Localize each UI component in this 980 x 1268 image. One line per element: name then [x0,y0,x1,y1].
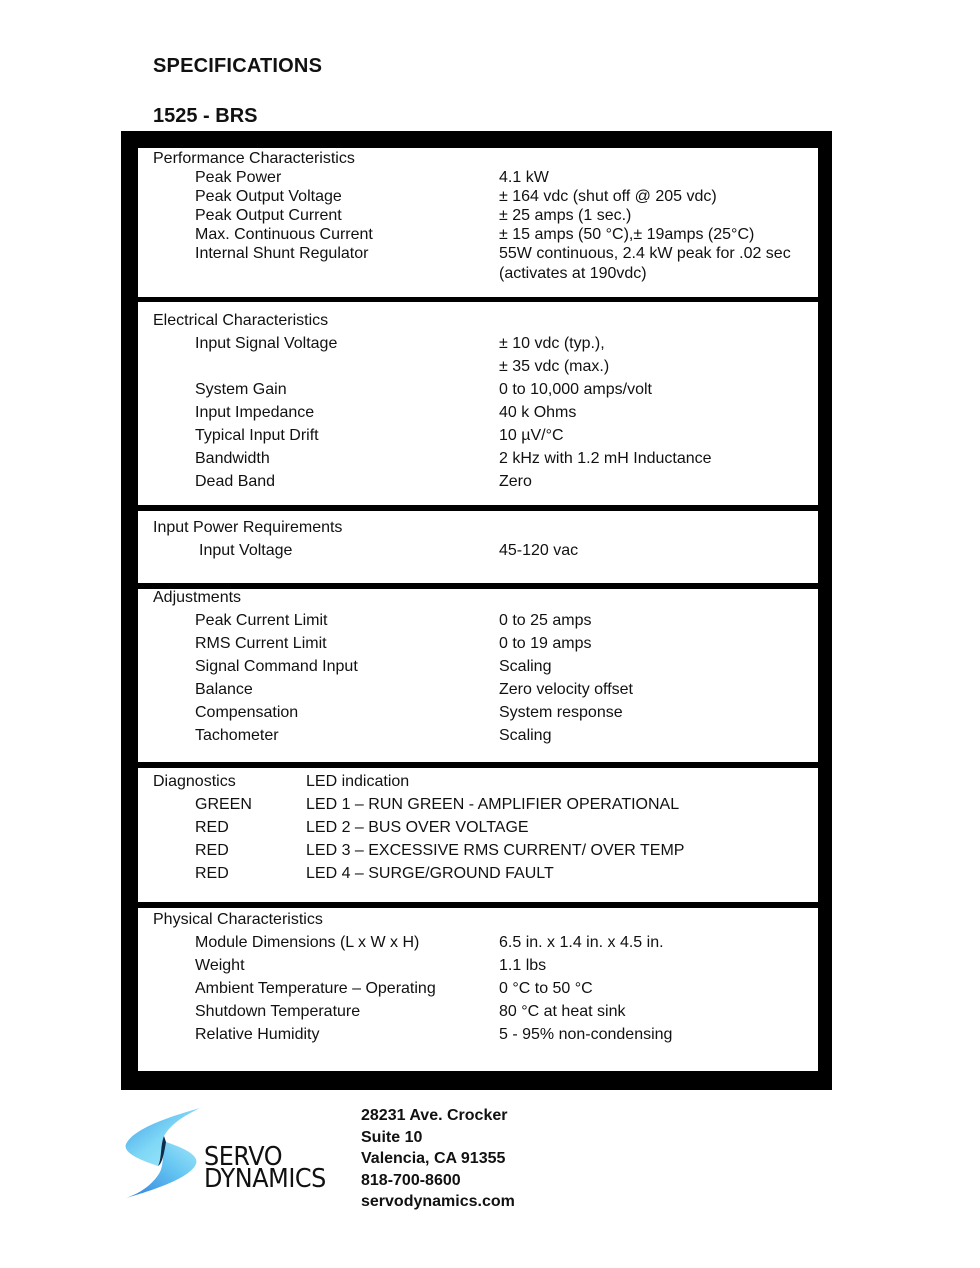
model-title: 1525 - BRS [153,105,258,127]
section-title: Physical Characteristics [153,911,323,928]
spec-value: 1.1 lbs [499,957,547,974]
led-color: RED [195,819,229,836]
spec-table-frame [121,131,832,1090]
led-description: LED 1 – RUN GREEN - AMPLIFIER OPERATIONAL [306,796,680,813]
spec-value: 2 kHz with 1.2 mH Inductance [499,450,712,467]
spec-label: Compensation [195,704,299,721]
section-input-power [138,511,818,583]
spec-value: ± 15 amps (50 °C),± 19amps (25°C) [499,226,755,243]
spec-value: 0 to 19 amps [499,635,592,652]
spec-value: Zero velocity offset [499,681,633,698]
spec-value: 45-120 vac [499,542,579,559]
logo-text-line2: DYNAMICS [204,1164,326,1194]
spec-label: Ambient Temperature – Operating [195,980,436,997]
company-address [361,1105,515,1213]
led-description: LED 4 – SURGE/GROUND FAULT [306,865,554,882]
section-title: Input Power Requirements [153,519,343,536]
led-description: LED 2 – BUS OVER VOLTAGE [306,819,529,836]
spec-value: 4.1 kW [499,169,549,186]
spec-value: 0 to 25 amps [499,612,592,629]
address-suite: Suite 10 [361,1128,423,1146]
servo-dynamics-logo [124,1106,334,1200]
spec-label: Bandwidth [195,450,270,467]
spec-label: Typical Input Drift [195,427,319,444]
section-title: Adjustments [153,589,242,606]
section-title: Electrical Characteristics [153,312,329,329]
logo-text-line1: SERVO [204,1142,283,1172]
spec-value: System response [499,704,623,721]
address-phone: 818-700-8600 [361,1171,461,1189]
spec-value-continuation: (activates at 190vdc) [499,265,647,282]
spec-label: System Gain [195,381,287,398]
spec-value: Zero [499,473,532,490]
section-diagnostics [138,768,818,902]
spec-value: 0 to 10,000 amps/volt [499,381,652,398]
address-street: 28231 Ave. Crocker [361,1107,508,1124]
spec-value: 80 °C at heat sink [499,1003,626,1020]
spec-label: Input Voltage [199,542,293,559]
spec-label: Module Dimensions (L x W x H) [195,934,420,951]
footer [0,1100,980,1220]
spec-label: Input Signal Voltage [195,335,338,352]
spec-value: ± 35 vdc (max.) [499,358,610,375]
spec-value: Scaling [499,727,552,744]
section-adjustments [138,589,818,762]
spec-label: RMS Current Limit [195,635,327,652]
spec-label: Peak Output Voltage [195,188,342,205]
spec-value: Scaling [499,658,552,675]
spec-label: Input Impedance [195,404,315,421]
section-title: Diagnostics [153,773,236,790]
spec-value: 55W continuous, 2.4 kW peak for .02 sec [499,245,791,262]
section-title: Performance Characteristics [153,150,355,167]
spec-value: 5 - 95% non-condensing [499,1026,673,1043]
spec-label: Peak Current Limit [195,612,328,629]
spec-label: Signal Command Input [195,658,358,675]
spec-label: Dead Band [195,473,276,490]
spec-value: ± 10 vdc (typ.), [499,335,605,352]
logo-swoosh-icon [124,1106,204,1200]
spec-label: Shutdown Temperature [195,1003,361,1020]
address-city: Valencia, CA 91355 [361,1150,506,1167]
spec-label: Internal Shunt Regulator [195,245,369,262]
page-title: SPECIFICATIONS [153,55,323,77]
spec-label: Max. Continuous Current [195,226,373,243]
spec-label: Peak Output Current [195,207,342,224]
spec-value: 0 °C to 50 °C [499,980,593,997]
led-description: LED 3 – EXCESSIVE RMS CURRENT/ OVER TEMP [306,842,685,859]
address-website: servodynamics.com [361,1193,515,1210]
led-color: RED [195,842,229,859]
spec-value: 40 k Ohms [499,404,577,421]
diagnostics-header: LED indication [306,773,410,790]
section-electrical [138,302,818,505]
spec-value: 6.5 in. x 1.4 in. x 4.5 in. [499,934,664,951]
led-color: GREEN [195,796,252,813]
spec-label: Tachometer [195,727,279,744]
spec-value: 10 µV/°C [499,427,564,444]
spec-label: Relative Humidity [195,1026,320,1043]
section-physical [138,908,818,1071]
section-performance [138,148,818,297]
spec-label: Weight [195,957,245,974]
spec-label: Balance [195,681,253,698]
led-color: RED [195,865,229,882]
spec-value: ± 164 vdc (shut off @ 205 vdc) [499,188,717,205]
spec-label: Peak Power [195,169,282,186]
spec-value: ± 25 amps (1 sec.) [499,207,632,224]
